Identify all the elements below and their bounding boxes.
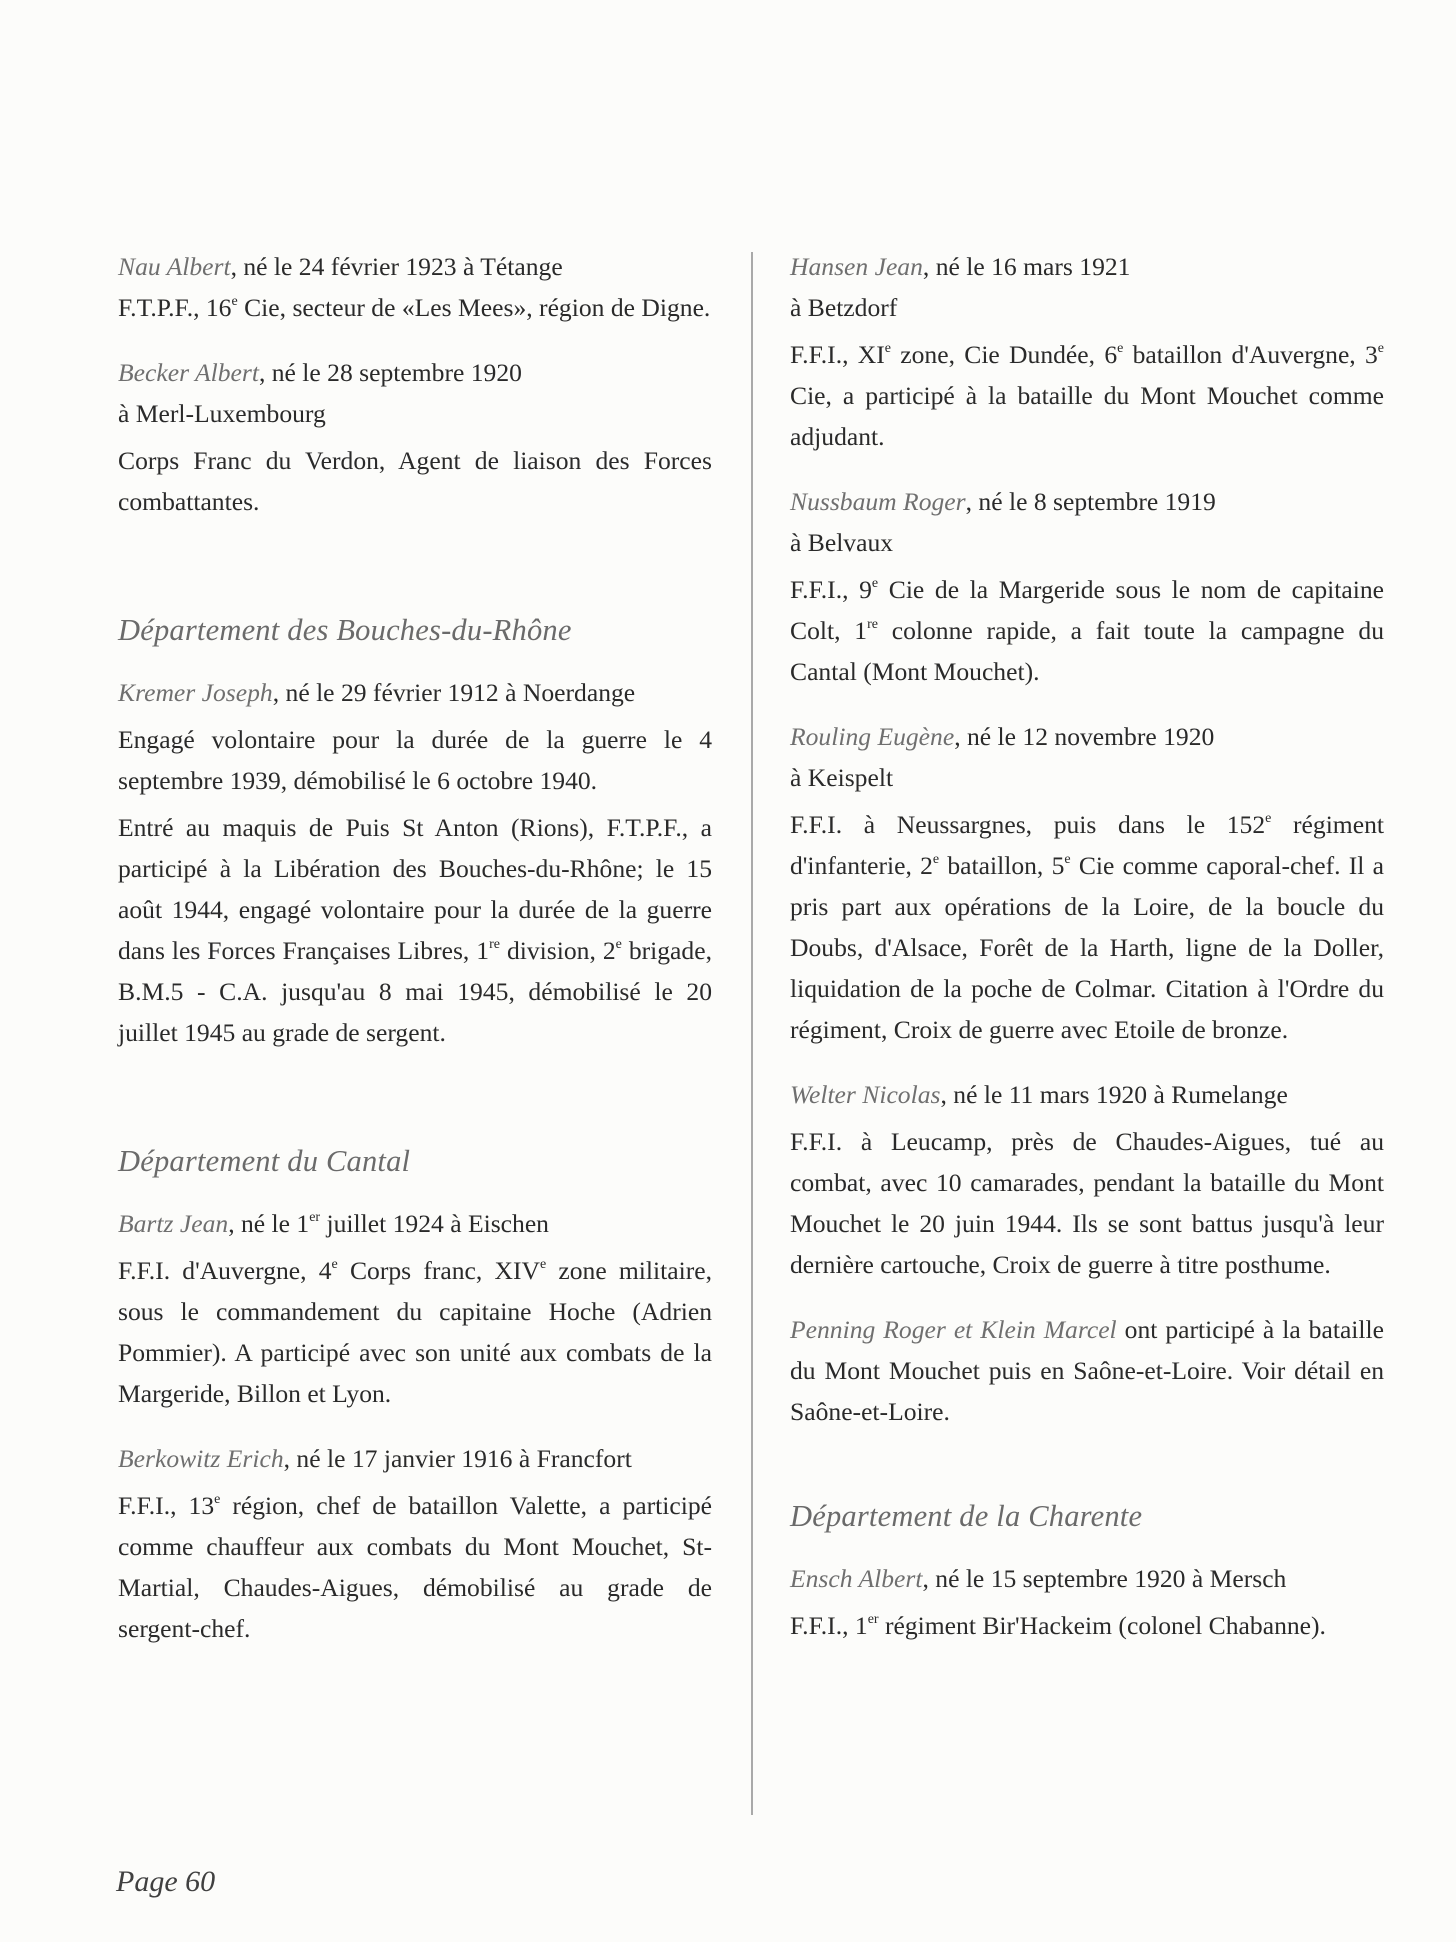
entry-penning-klein [790,1309,1384,1432]
entry-body: F.T.P.F., 16e Cie, secteur de «Les Mees», région de Digne. [118,293,711,322]
birth-info: , né le 29 février 1912 à Noerdange [272,678,636,707]
entry-berkowitz-erich [118,1438,712,1649]
entry-body: F.F.I., XIe zone, Cie Dundée, 6e bataillon d'Auvergne, 3e Cie, a participé à la bataille du Mont Mouchet comme adjudant. [790,340,1384,451]
entry-body: F.F.I. à Neussargnes, puis dans le 152e régiment d'infanterie, 2e bataillon, 5e Cie comme caporal-chef. Il a pris part aux opérations de la Loire, de la boucle du Doubs, d'Alsace, Forêt de la Harth, ligne de la Doller, liquidation de la poche de Colmar. Citation à l'Ordre du régiment, Croix de guerre avec Etoile de bronze. [790,810,1384,1044]
entry-body: F.F.I., 1er régiment Bir'Hackeim (colonel Chabanne). [790,1611,1326,1640]
entry-body: Corps Franc du Verdon, Agent de liaison des Forces combattantes. [118,446,712,516]
entry-hansen-jean [790,246,1384,457]
birth-place: à Keispelt [790,763,894,792]
entry-rouling-eugene [790,716,1384,1050]
right-column [790,246,1384,1670]
department-heading: Département des Bouches-du-Rhône [118,613,572,647]
entry-body: Entré au maquis de Puis St Anton (Rions), F.T.P.F., a participé à la Libération des Bouches-du-Rhône; le 15 août 1944, engagé volontaire pour la durée de la guerre dans les Forces Françaises Libres, 1re division, 2e brigade, B.M.5 - C.A. jusqu'au 8 mai 1945, démobilisé le 20 juillet 1945 au grade de sergent. [118,813,712,1047]
person-name: Nau Albert [118,252,231,281]
birth-info: , né le 8 septembre 1919 [965,487,1216,516]
entry-body: Engagé volontaire pour la durée de la guerre le 4 septembre 1939, démobilisé le 6 octobre 1940. [118,725,712,795]
person-name: Nussbaum Roger [790,487,966,516]
birth-place: à Merl-Luxembourg [118,399,326,428]
birth-info: , né le 24 février 1923 à Tétange [230,252,563,281]
entry-nussbaum-roger [790,481,1384,692]
birth-info: , né le 11 mars 1920 à Rumelange [940,1080,1288,1109]
person-name: Kremer Joseph [118,678,273,707]
page-number: Page 60 [116,1865,216,1898]
person-name: Bartz Jean [118,1209,229,1238]
entry-ensch-albert [790,1558,1384,1646]
entry-body: F.F.I., 9e Cie de la Margeride sous le nom de capitaine Colt, 1re colonne rapide, a fait toute la campagne du Cantal (Mont Mouchet). [790,575,1385,686]
person-name: Berkowitz Erich [118,1444,284,1473]
entry-nau-albert [118,246,712,328]
entry-body: F.F.I., 13e région, chef de bataillon Valette, a participé comme chauffeur aux combats du Mont Mouchet, St-Martial, Chaudes-Aigues, démobilisé au grade de sergent-chef. [118,1491,713,1643]
birth-info: , né le 12 novembre 1920 [954,722,1215,751]
person-name: Welter Nicolas [790,1080,941,1109]
birth-info: , né le 17 janvier 1916 à Francfort [283,1444,632,1473]
entry-body: F.F.I. à Leucamp, près de Chaudes-Aigues, tué au combat, avec 10 camarades, pendant la bataille du Mont Mouchet le 20 juin 1944. Ils se sont battus jusqu'à leur dernière cartouche, Croix de guerre à titre posthume. [790,1127,1384,1279]
entry-body: ont participé à la bataille du Mont Mouchet puis en Saône-et-Loire. Voir détail en Saône-et-Loire. [790,1315,1384,1426]
person-name: Rouling Eugène [790,722,955,751]
entry-welter-nicolas [790,1074,1384,1285]
entry-body: F.F.I. d'Auvergne, 4e Corps franc, XIVe zone militaire, sous le commandement du capitaine Hoche (Adrien Pommier). A participé avec son unité aux combats de la Margeride, Billon et Lyon. [118,1256,713,1408]
birth-info: , né le 28 septembre 1920 [258,358,522,387]
left-column [118,246,712,1673]
entry-becker-albert [118,352,712,522]
entry-bartz-jean: Bartz Jean, né le 1er juillet 1924 à Eischen F.F.I. d'Auvergne, 4e Corps franc, XIVe zone militaire, sous le commandement du capitaine Hoche (Adrien Pommier). A participé avec son unité aux combats de la Margeride, Billon et Lyon. [118,1203,712,1414]
person-name: Penning Roger et Klein Marcel [790,1315,1117,1344]
birth-place: à Betzdorf [790,293,898,322]
person-name: Hansen Jean [790,252,923,281]
birth-info: , né le 16 mars 1921 [922,252,1131,281]
column-divider [751,252,753,1815]
department-heading: Département du Cantal [118,1144,411,1178]
birth-place: à Belvaux [790,528,894,557]
birth-info: , né le 15 septembre 1920 à Mersch [922,1564,1287,1593]
entry-kremer-joseph [118,672,712,1053]
person-name: Ensch Albert [790,1564,923,1593]
department-heading: Département de la Charente [790,1499,1143,1533]
person-name: Becker Albert [118,358,259,387]
